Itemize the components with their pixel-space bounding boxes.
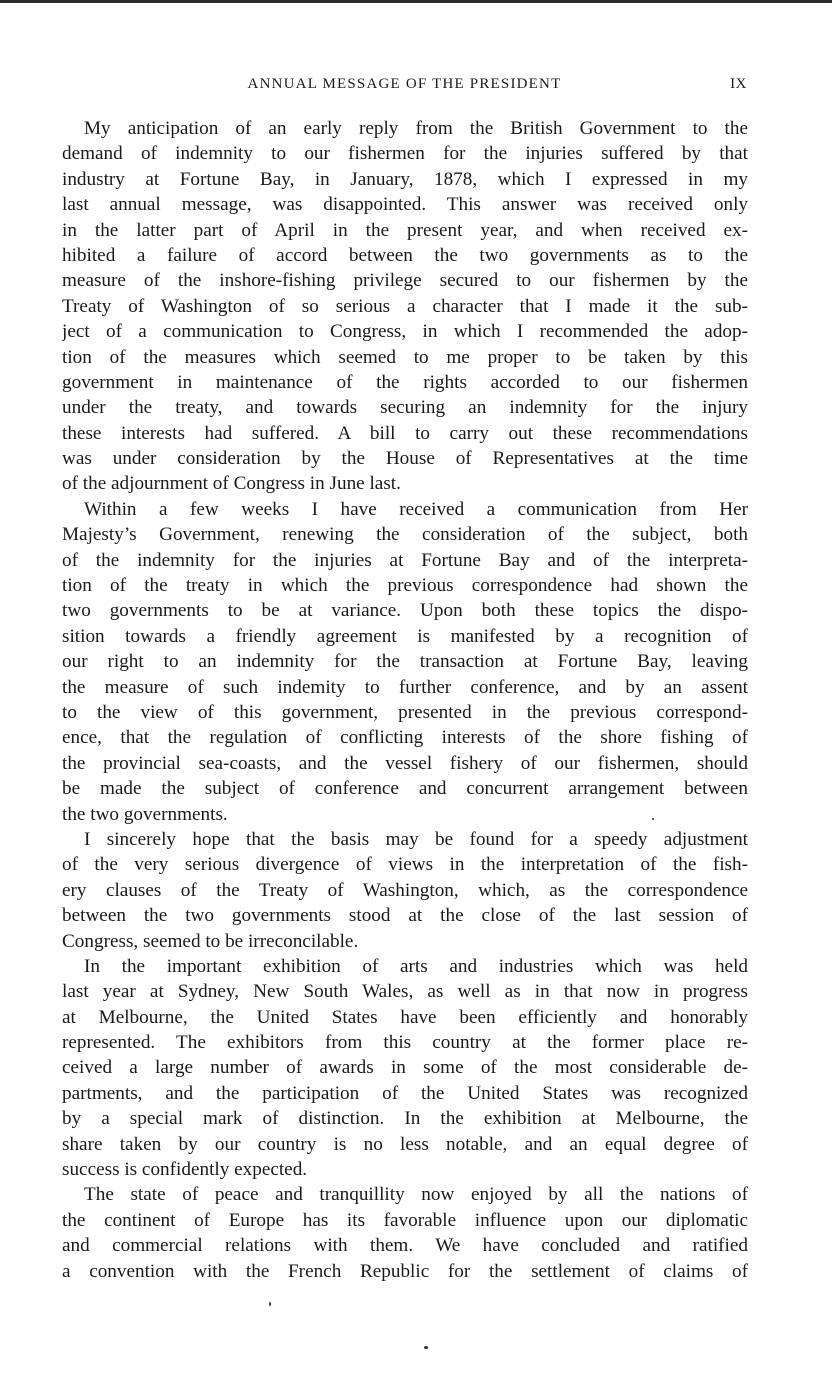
text-line: industry at Fortune Bay, in January, 1878, which I expressed in my xyxy=(62,168,748,190)
text-line: under the treaty, and towards securing an indemnity for the injury xyxy=(62,397,748,419)
text-line: ence, that the regulation of conflicting interests of the shore fishing of xyxy=(62,727,748,749)
text-line: by a special mark of distinction. In the exhibition at Melbourne, the xyxy=(62,1108,748,1130)
text-line: Within a few weeks I have received a communication from Her xyxy=(84,498,748,520)
print-speck xyxy=(652,818,654,820)
text-line: between the two governments stood at the close of the last session of xyxy=(62,905,748,927)
text-line: My anticipation of an early reply from the British Government to the xyxy=(84,118,748,139)
text-line: a convention with the French Republic for the settlement of claims of xyxy=(62,1260,748,1282)
running-header xyxy=(62,76,747,98)
text-line: Majesty’s Government, renewing the consideration of the subject, both xyxy=(62,524,748,546)
text-line: the provincial sea-coasts, and the vessel fishery of our fishermen, should xyxy=(62,752,748,774)
paragraph xyxy=(62,954,748,1183)
text-line: measure of the inshore-fishing privilege secured to our fishermen by the xyxy=(62,270,748,292)
top-border-rule xyxy=(0,0,832,3)
text-line: last annual message, was disappointed. This answer was received only xyxy=(62,194,748,216)
text-line: last year at Sydney, New South Wales, as well as in that now in progress xyxy=(62,981,748,1003)
text-line: of the indemnity for the injuries at Fortune Bay and of the interpreta- xyxy=(62,549,748,571)
text-line: to the view of this government, presented in the previous correspond- xyxy=(62,701,748,723)
text-line: hibited a failure of accord between the two governments as to the xyxy=(62,244,748,266)
text-line: was under consideration by the House of Representatives at the time xyxy=(62,448,748,470)
text-line: sition towards a friendly agreement is manifested by a recognition of xyxy=(62,625,748,647)
text-line: share taken by our country is no less notable, and an equal degree of xyxy=(62,1133,748,1155)
text-line: I sincerely hope that the basis may be found for a speedy adjustment xyxy=(84,828,748,850)
paragraph xyxy=(62,497,748,827)
paragraph xyxy=(62,116,748,497)
text-line: at Melbourne, the United States have been efficiently and honorably xyxy=(62,1006,748,1028)
text-line: our right to an indemnity for the transaction at Fortune Bay, leaving xyxy=(62,651,748,673)
text-line: the two governments. xyxy=(62,803,228,825)
text-line: ery clauses of the Treaty of Washington, which, as the correspondence xyxy=(62,879,748,901)
body-text xyxy=(62,116,748,1284)
text-line: the continent of Europe has its favorable influence upon our diplomatic xyxy=(62,1209,748,1231)
text-line: these interests had suffered. A bill to carry out these recommendations xyxy=(62,422,748,444)
print-speck xyxy=(424,1346,428,1349)
text-line: and commercial relations with them. We have concluded and ratified xyxy=(62,1235,748,1257)
text-line: tion of the measures which seemed to me proper to be taken by this xyxy=(62,346,748,368)
running-head-title: ANNUAL MESSAGE OF THE PRESIDENT xyxy=(247,76,562,92)
text-line: Treaty of Washington of so serious a character that I made it the sub- xyxy=(62,295,748,317)
text-line: represented. The exhibitors from this country at the former place re- xyxy=(62,1032,748,1054)
page-number: IX xyxy=(730,76,747,92)
text-line: government in maintenance of the rights accorded to our fishermen xyxy=(62,371,748,393)
text-line: partments, and the participation of the United States was recognized xyxy=(62,1082,748,1104)
text-line: The state of peace and tranquillity now enjoyed by all the nations of xyxy=(84,1184,748,1206)
text-line: In the important exhibition of arts and industries which was held xyxy=(84,955,748,977)
text-line: the measure of such indemity to further conference, and by an assent xyxy=(62,676,748,698)
text-line: demand of indemnity to our fishermen for the injuries suffered by that xyxy=(62,143,748,165)
text-line: of the adjournment of Congress in June last. xyxy=(62,473,401,495)
text-line: two governments to be at variance. Upon both these topics the dispo- xyxy=(62,600,748,622)
text-line: ceived a large number of awards in some of the most considerable de- xyxy=(62,1057,748,1079)
print-speck xyxy=(269,1302,271,1306)
text-line: of the very serious divergence of views in the interpretation of the fish- xyxy=(62,854,748,876)
text-line: be made the subject of conference and concurrent arrangement between xyxy=(62,778,748,800)
text-line: in the latter part of April in the present year, and when received ex- xyxy=(62,219,748,241)
text-line: ject of a communication to Congress, in which I recommended the adop- xyxy=(62,321,748,343)
text-line: success is confidently expected. xyxy=(62,1159,308,1181)
paragraph xyxy=(62,1182,748,1284)
text-line: tion of the treaty in which the previous correspondence had shown the xyxy=(62,575,748,597)
text-line: Congress, seemed to be irreconcilable. xyxy=(62,930,359,952)
paragraph xyxy=(62,827,748,954)
